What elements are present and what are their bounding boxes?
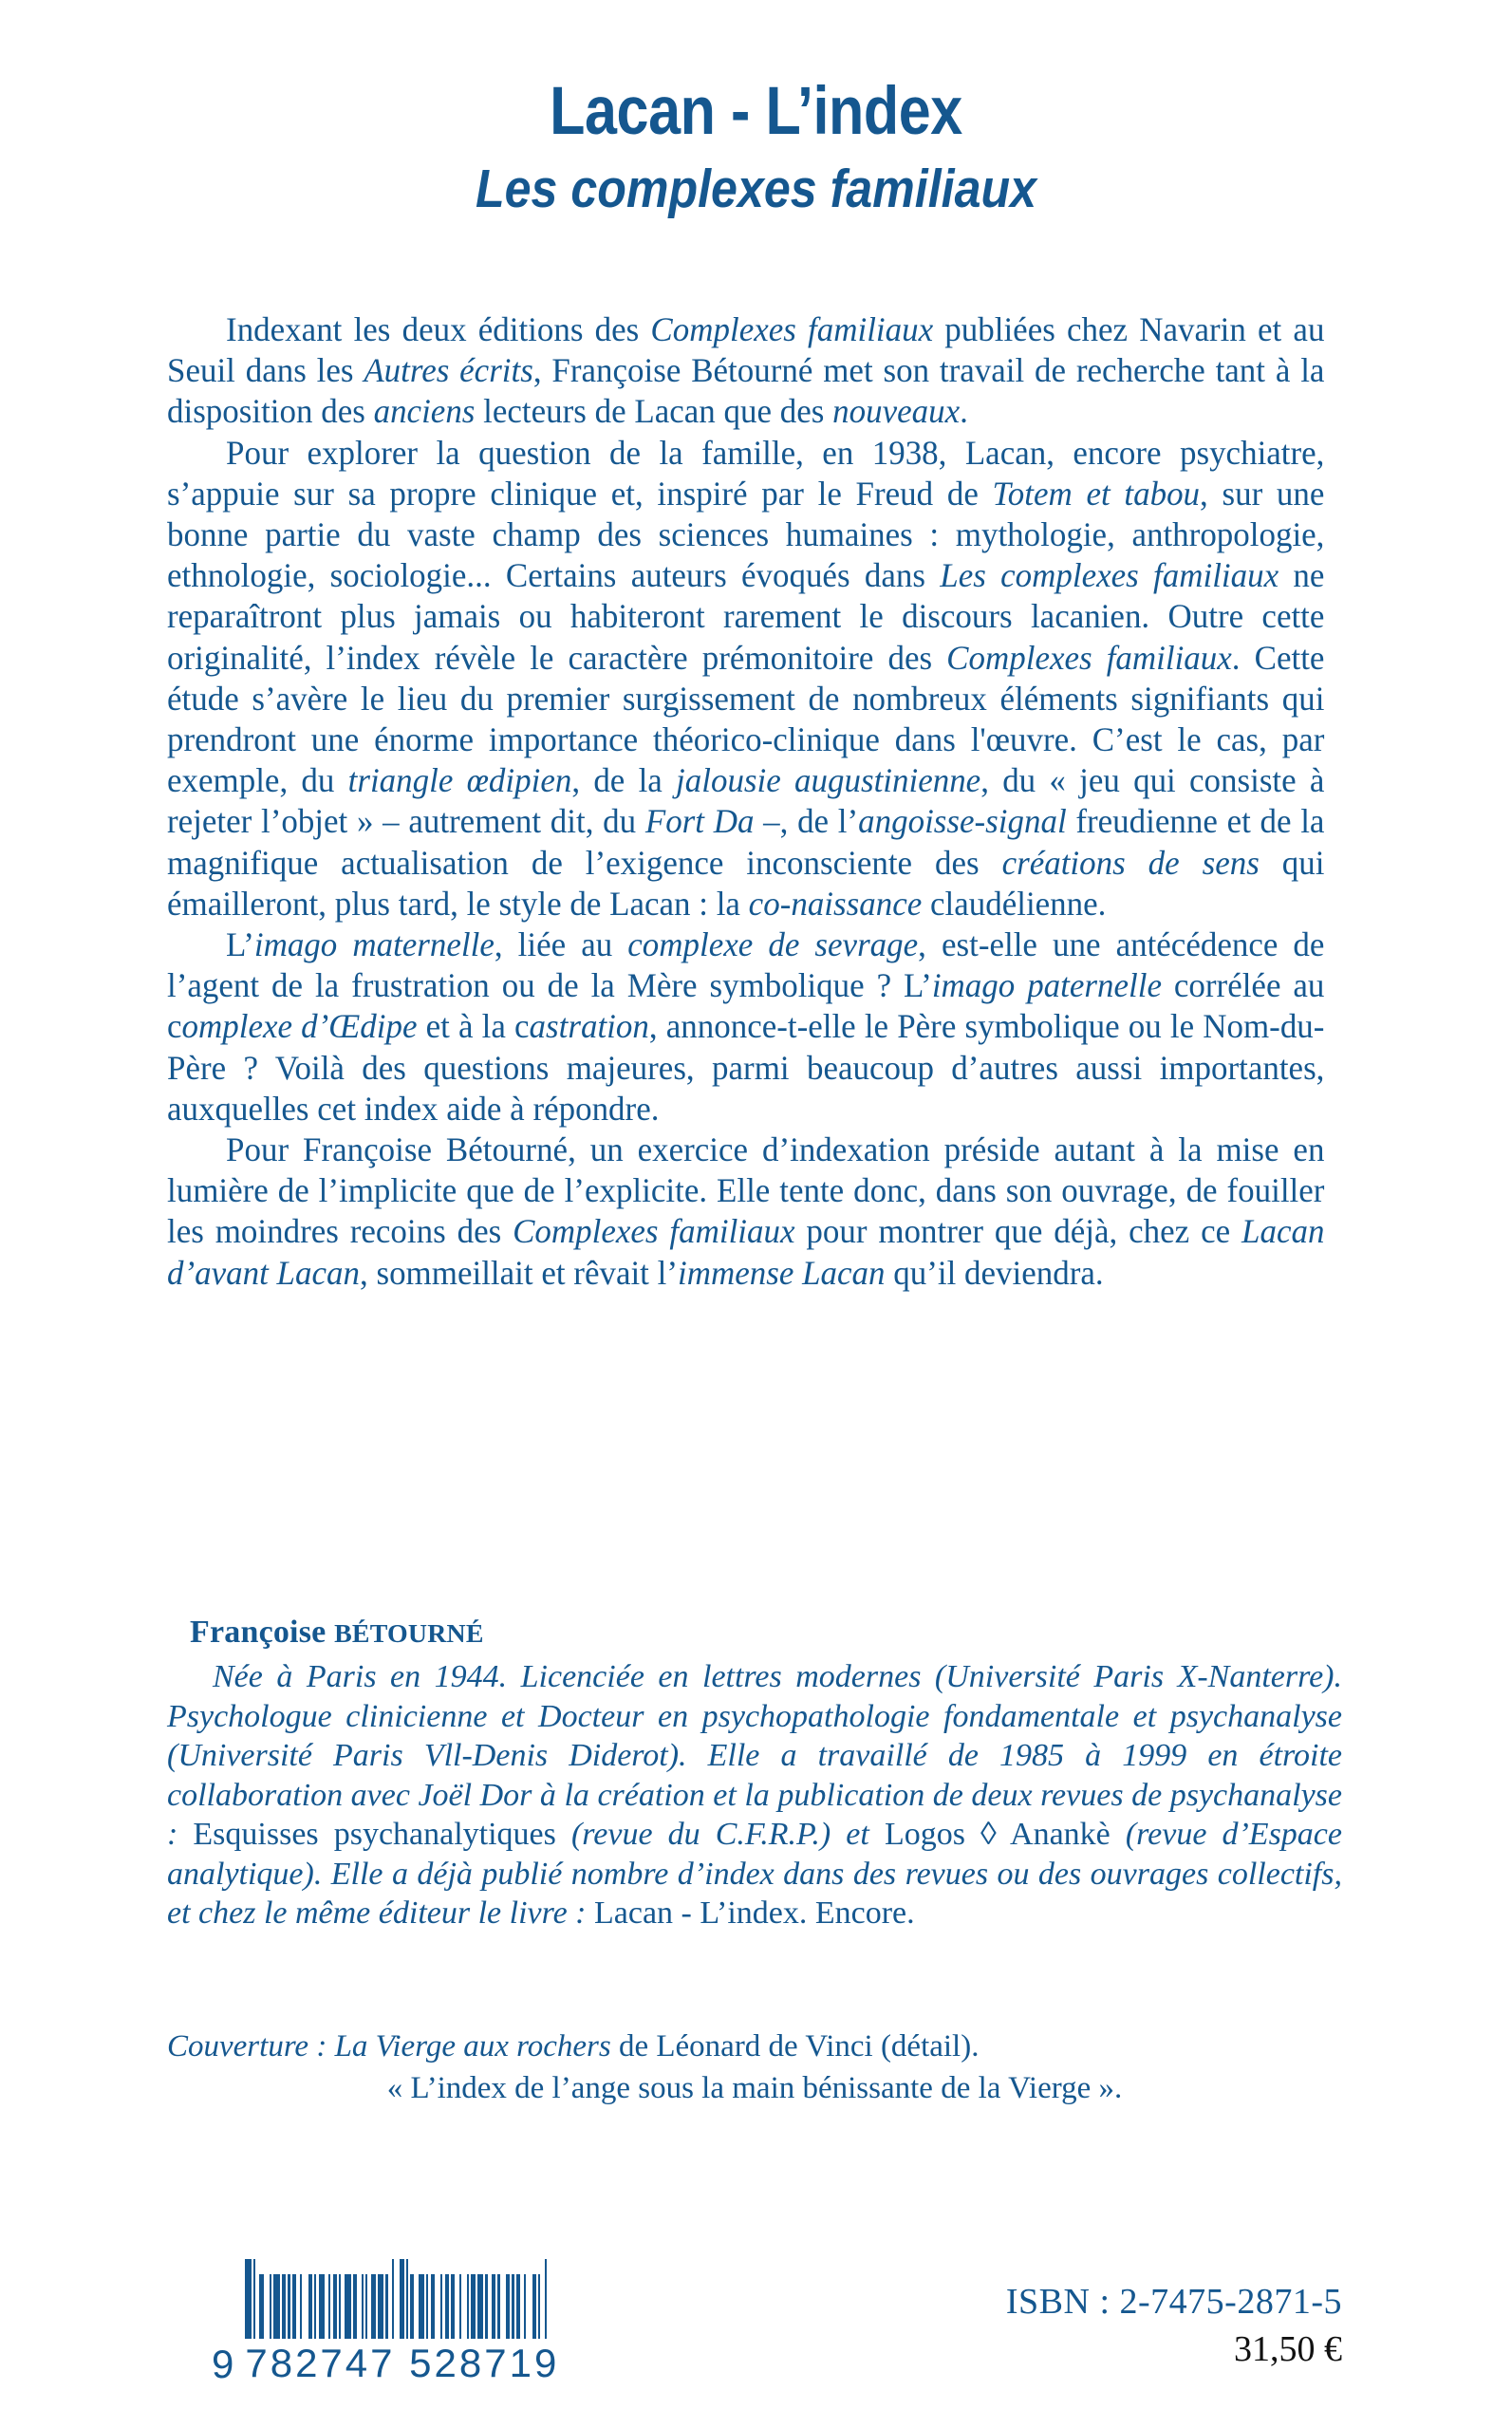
price: 31,50 €	[1234, 2329, 1342, 2369]
emphasis-text: imago paternelle	[931, 966, 1162, 1005]
author-bio	[167, 1657, 1342, 1933]
blurb-paragraph	[167, 433, 1324, 924]
plain-text: corrélée au c	[167, 966, 1325, 1046]
emphasis-text: omplexe d’Œdipe	[181, 1007, 418, 1046]
emphasis-text: Complexes familiaux	[650, 310, 934, 348]
emphasis-text: co-naissance	[748, 884, 923, 923]
plain-text: L’	[226, 925, 254, 964]
title-block	[0, 74, 1512, 219]
emphasis-text: créations de sens	[1001, 843, 1260, 882]
cover-credit-line-2: « L’index de l’ange sous la main bénissante de la Vierge ».	[386, 2071, 1123, 2105]
plain-text: Lacan - L’index. Encore.	[594, 1895, 915, 1931]
plain-text: freudienne et de la magnifique actualisation de l’exigence inconsciente des	[167, 802, 1325, 882]
plain-text: Logos ◊ Anankè	[884, 1817, 1111, 1852]
emphasis-text: complexe de sevrage	[627, 925, 919, 964]
emphasis-text: nouveaux	[832, 392, 961, 431]
plain-text: Indexant les deux éditions des	[226, 310, 651, 348]
blurb-text	[167, 309, 1324, 1294]
emphasis-text: Couverture : La Vierge aux rochers	[167, 2029, 611, 2064]
author-bio-paragraph	[167, 1657, 1342, 1933]
plain-text: , du « jeu qui consiste à rejeter l’objet » – autrement dit, du	[167, 761, 1325, 841]
emphasis-text: imago maternelle	[253, 925, 495, 964]
isbn-block	[1006, 2280, 1342, 2371]
plain-text: de Léonard de Vinci (détail).	[610, 2029, 980, 2064]
plain-text: , est-elle une antécédence de l’agent de la frustration ou de la Mère symbolique ? L’	[167, 925, 1325, 1005]
plain-text: , sommeillait et rêvait l’	[359, 1253, 679, 1292]
emphasis-text: Fort Da	[644, 802, 755, 841]
page-subtitle: Les complexes familiaux	[475, 159, 1037, 219]
barcode-bar	[547, 2259, 549, 2339]
plain-text: , Françoise Bétourné met son travail de recherche tant à la disposition des	[167, 351, 1325, 431]
emphasis-text: astration	[529, 1007, 649, 1046]
plain-text: Esquisses psychanalytiques	[193, 1817, 556, 1852]
barcode-digits: 782747 528719	[245, 2341, 560, 2385]
plain-text: . Cette étude s’avère le lieu du premier surgissement de nombreux éléments signifiants qui prendront une énorme importance théorico-clinique dans l'œuvre. C’est le cas, par exemple, du	[167, 638, 1325, 800]
barcode-lead-digit: 9	[212, 2342, 234, 2386]
author-block	[167, 1614, 1342, 1933]
plain-text: lecteurs de Lacan que des	[475, 392, 833, 431]
isbn-number: ISBN : 2-7475-2871-5	[1005, 2282, 1342, 2322]
plain-text: publiées chez Navarin et au Seuil dans les	[167, 310, 1325, 390]
barcode-bars	[245, 2259, 610, 2339]
emphasis-text: Autres écrits	[364, 351, 533, 390]
plain-text: , sur une bonne partie du vaste champ des sciences humaines : mythologie, anthropologie, ethnologie, sociologie... Certains auteurs évoqués dans	[167, 474, 1325, 595]
plain-text: qu’il deviendra.	[885, 1253, 1104, 1292]
blurb-paragraph	[167, 309, 1324, 433]
blurb-paragraph	[167, 1130, 1324, 1294]
emphasis-text: (revue du C.F.R.P.) et	[555, 1817, 885, 1852]
author-name	[167, 1614, 1342, 1653]
author-last-name: BÉTOURNÉ	[334, 1619, 484, 1649]
emphasis-text: Lacan d’avant Lacan	[167, 1212, 1325, 1292]
plain-text: claudélienne.	[922, 884, 1107, 923]
emphasis-text: immense Lacan	[678, 1253, 886, 1292]
barcode-row	[212, 2259, 610, 2386]
emphasis-text: Les complexes familiaux	[940, 556, 1279, 595]
emphasis-text: Totem et tabou	[992, 474, 1201, 513]
emphasis-text: Complexes familiaux	[513, 1212, 795, 1251]
author-first-name: Françoise	[190, 1615, 335, 1650]
plain-text: Pour explorer la question de la famille, en 1938, Lacan, encore psychiatre, s’appuie sur sa propre clinique et, inspiré par le Freud de	[167, 433, 1325, 513]
plain-text: pour montrer que déjà, chez ce	[794, 1212, 1242, 1251]
blurb-paragraph	[167, 924, 1324, 1130]
plain-text: qui émailleront, plus tard, le style de Lacan : la	[167, 843, 1325, 923]
plain-text: –, de l’	[754, 802, 859, 841]
emphasis-text: Née à Paris en 1944. Licenciée en lettres modernes (Université Paris X-Nanterre). Psychologue clinicienne et Docteur en psychopathologie fondamentale et psychanalyse (Université Paris Vll-Denis Diderot). Elle a travaillé de 1985 à 1999 en étroite collaboration avec Joël Dor à la création et la publication de deux revues de psychanalyse :	[167, 1659, 1342, 1852]
plain-text: .	[960, 392, 968, 431]
emphasis-text: anciens	[373, 392, 476, 431]
barcode	[212, 2259, 610, 2386]
emphasis-text: jalousie augustinienne	[676, 761, 981, 800]
plain-text: , liée au	[494, 925, 628, 964]
emphasis-text: (revue d’Espace analytique). Elle a déjà publié nombre d’index dans des revues ou des ouvrages collectifs, et chez le même éditeur le livre :	[167, 1817, 1342, 1931]
plain-text: Pour Françoise Bétourné, un exercice d’indexation préside autant à la mise en lumière de l’implicite que de l’explicite. Elle tente donc, dans son ouvrage, de fouiller les moindres recoins des	[167, 1130, 1325, 1251]
emphasis-text: triangle œdipien	[347, 761, 572, 800]
plain-text: ne reparaîtront plus jamais ou habiteront rarement le discours lacanien. Outre cette originalité, l’index révèle le caractère prémonitoire des	[167, 556, 1325, 677]
plain-text: , annonce-t-elle le Père symbolique ou le Nom-du-Père ? Voilà des questions majeures, parmi beaucoup d’autres aussi importantes, auxquelles cet index aide à répondre.	[167, 1007, 1325, 1128]
page-title: Lacan - L’index	[550, 74, 962, 149]
cover-credit	[167, 2026, 1342, 2108]
emphasis-text: Complexes familiaux	[946, 638, 1232, 677]
plain-text: , de la	[571, 761, 677, 800]
emphasis-text: angoisse-signal	[858, 802, 1067, 841]
plain-text: et à la c	[417, 1007, 530, 1046]
cover-credit-line-1	[167, 2026, 1342, 2066]
